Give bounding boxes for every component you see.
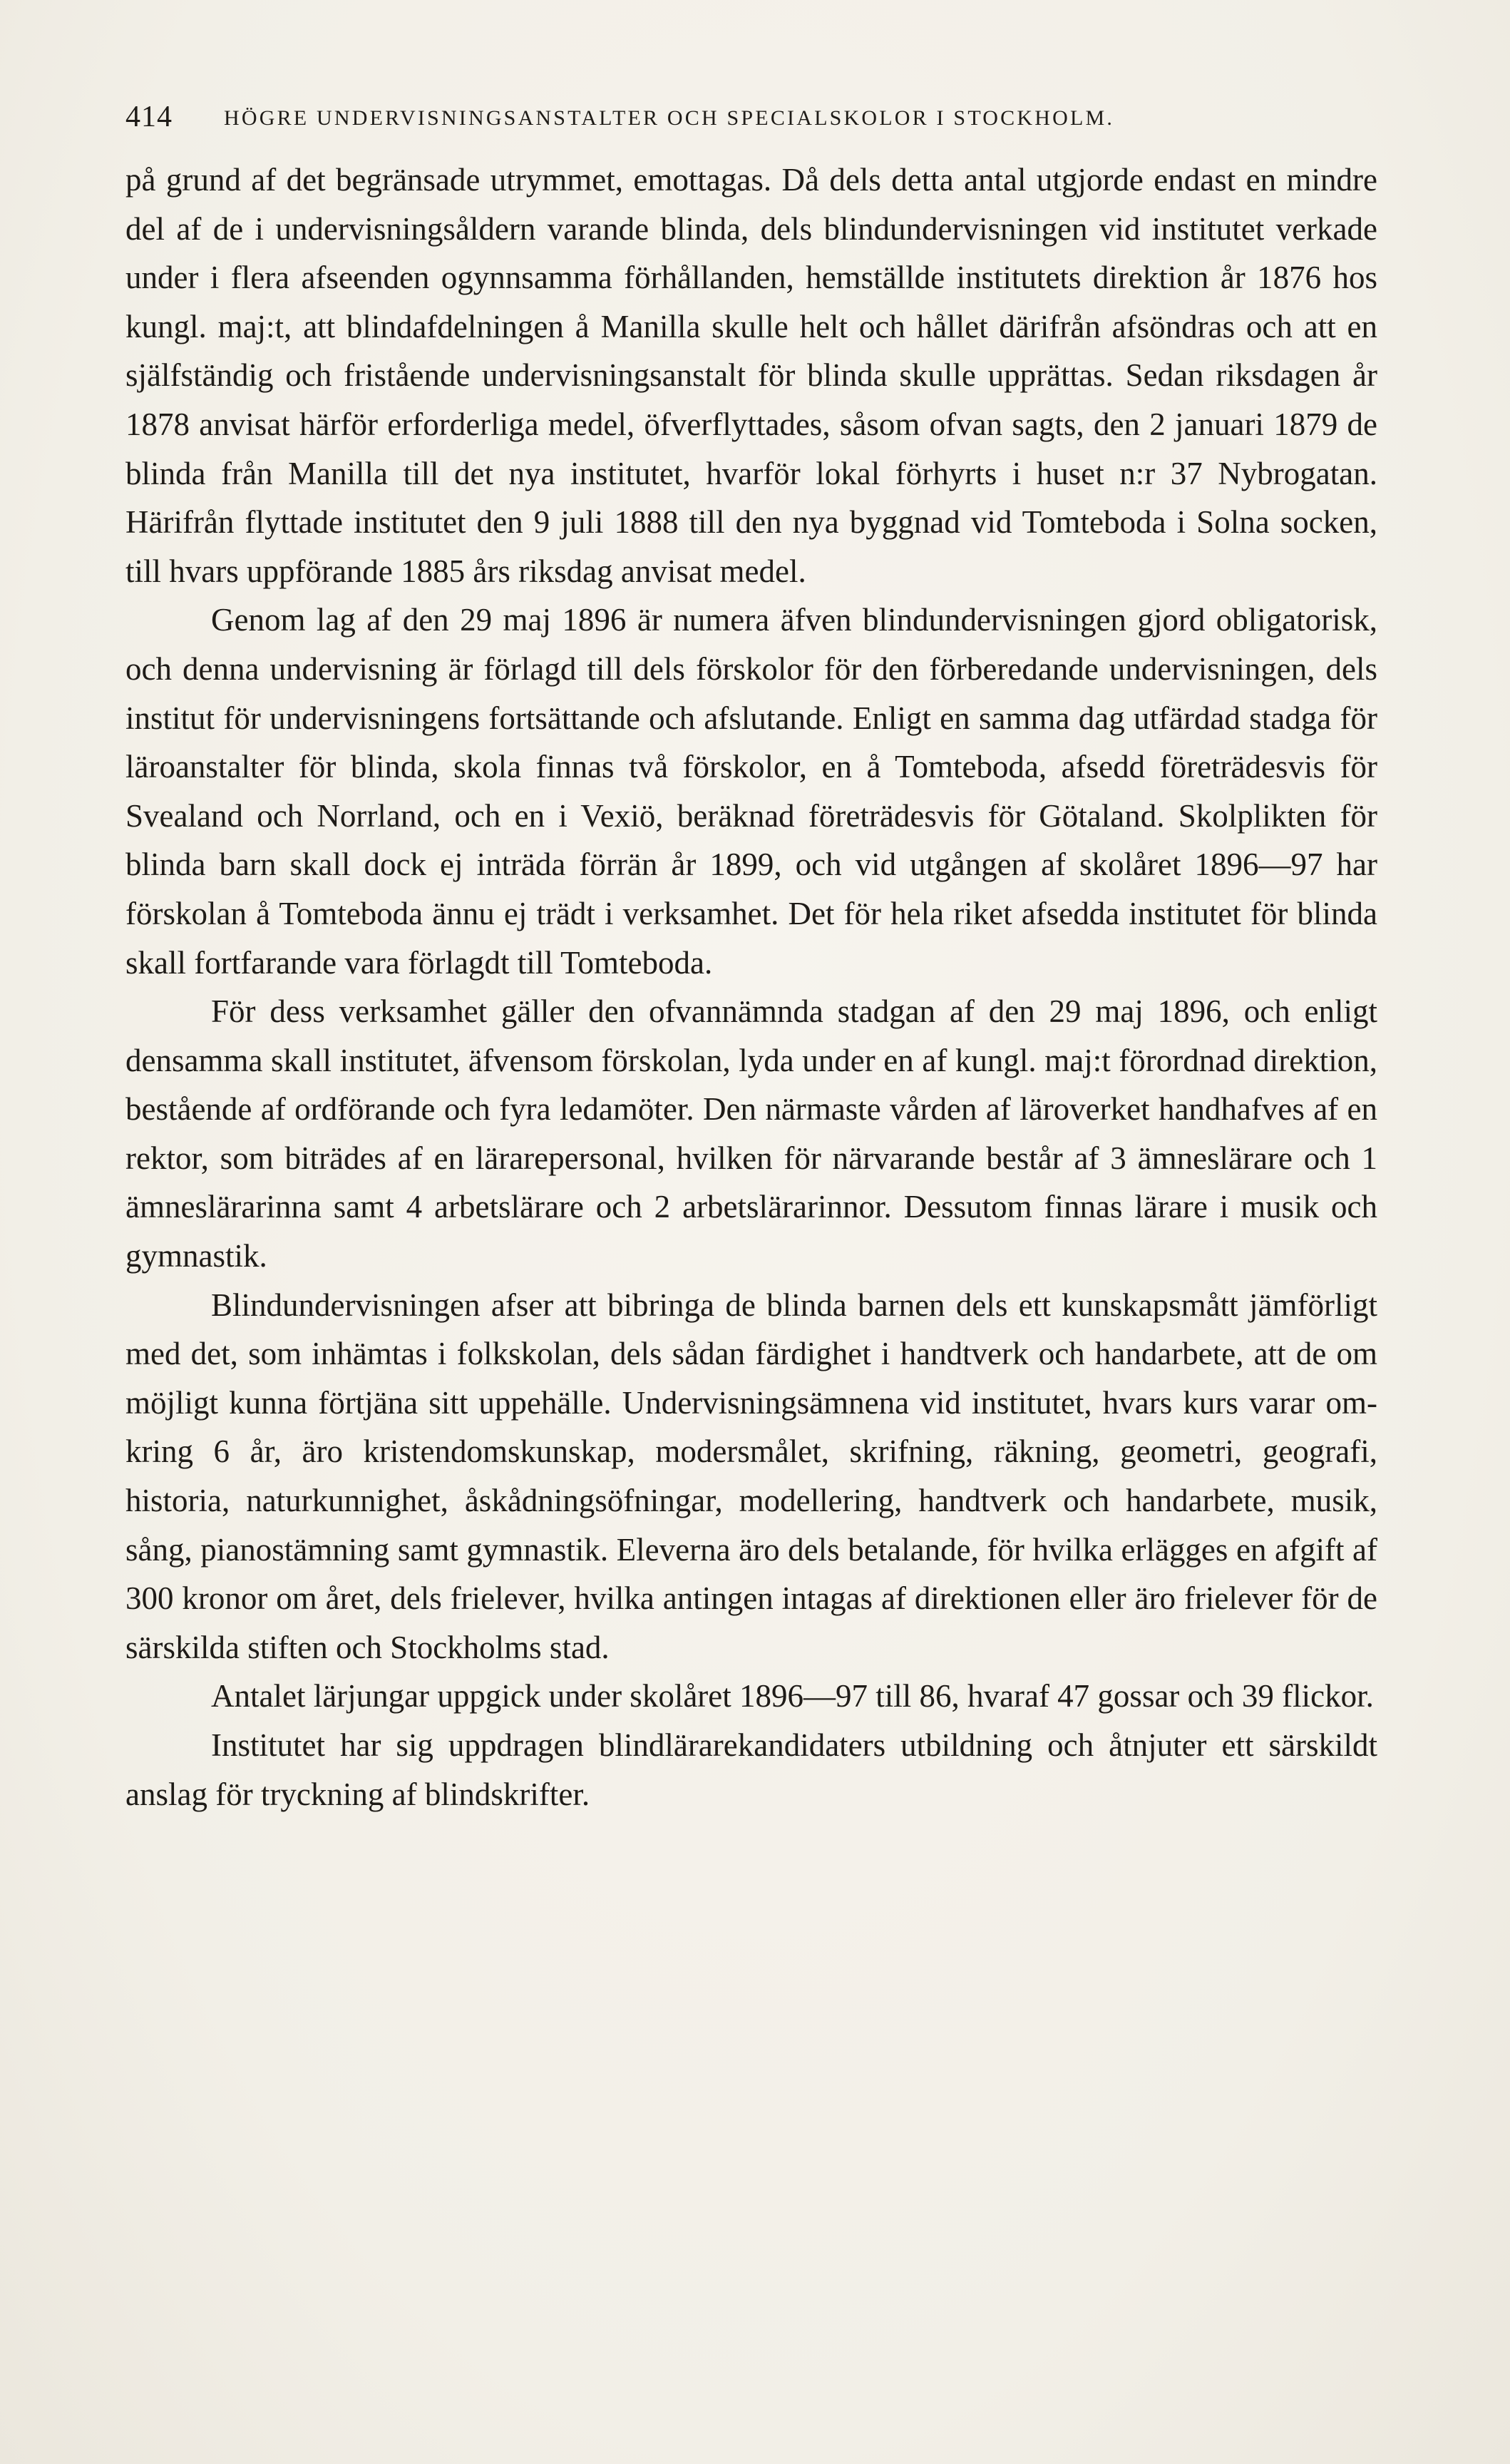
body-text — [125, 155, 1377, 1819]
paragraph-pupil-count: Antalet lärjungar uppgick under skolåret 1896—97 till 86, hvaraf 47 gossar och 39 flickor. — [211, 1678, 1374, 1714]
paragraph-blind-institute-history: på grund af det begränsade utrymmet, emottagas. Då dels detta antal utgjorde endast en mindre del af de i undervisningsåldern varande blinda, dels blindundervisningen vid institutet verkade under i flera afseenden ogynnsamma förhållanden, hemställde institutets direktion år 1876 hos kungl. maj:t, att blindafdelningen å Manilla skulle helt och hållet därifrån afsöndras och att en själfständig och fristående undervisningsanstalt för blinda skulle upprättas. Sedan riksdagen år 1878 anvisat härför erforderliga medel, öfverflyttades, såsom ofvan sagts, den 2 januari 1879 de blinda från Manilla till det nya institutet, hvarför lokal förhyrts i huset n:r 37 Nybrogatan. Härifrån flyttade institutet den 9 juli 1888 till den nya byggnad vid Tomteboda i Solna socken, till hvars uppförande 1885 års riksdag anvisat medel. — [125, 162, 1377, 589]
paragraph-teacher-training: Institutet har sig uppdragen blindlärarekandidaters utbildning och åtnjuter ett särskildt anslag för tryckning af blindskrifter. — [125, 1727, 1377, 1812]
running-head — [125, 96, 1387, 138]
paragraph-administration: För dess verksamhet gäller den ofvannämnda stadgan af den 29 maj 1896, och enligt densamma skall institutet, äfvensom förskolan, lyda under en af kungl. maj:t förordnad direktion, bestående af ordförande och fyra ledamöter. Den närmaste vården af läroverket handhafves af en rektor, som biträdes af en lärarepersonal, hvilken för närvarande består af 3 ämneslärare och 1 ämneslärarinna samt 4 arbetslärare och 2 arbetslärarinnor. Dessutom finnas lärare i musik och gymnastik. — [125, 993, 1377, 1274]
paragraph-curriculum: Blindundervisningen afser att bibringa de blinda barnen dels ett kunskapsmått jämförligt med det, som inhämtas i folkskolan, dels sådan färdighet i handtverk och handarbete, att de om möjligt kunna förtjäna sitt uppehälle. Undervisningsämnena vid institutet, hvars kurs varar omkring 6 år, äro kristendomskunskap, modersmålet, skrifning, räkning, geometri, geografi, historia, naturkunnighet, åskådningsöfningar, modellering, handtverk och handarbete, musik, sång, pianostämning samt gymnastik. Eleverna äro dels betalande, för hvilka erlägges en afgift af 300 kronor om året, dels frielever, hvilka antingen intagas af direktionen eller äro frielever för de särskilda stiften och Stockholms stad. — [125, 1287, 1377, 1665]
page-number: 414 — [125, 101, 173, 133]
running-title: HÖGRE UNDERVISNINGSANSTALTER OCH SPECIALSKOLOR I STOCKHOLM. — [224, 106, 1115, 130]
paragraph-compulsory-education: Genom lag af den 29 maj 1896 är numera äfven blindundervisningen gjord obligatorisk, och denna undervisning är förlagd till dels förskolor för den förberedande undervisningen, dels institut för undervisningens fortsättande och afslutande. Enligt en samma dag utfärdad stadga för läroanstalter för blinda, skola finnas två förskolor, en å Tomteboda, afsedd företrädesvis för Svealand och Norrland, och en i Vexiö, beräknad företrädesvis för Götaland. Skolplikten för blinda barn skall dock ej inträda förrän år 1899, och vid utgången af skolåret 1896—97 har förskolan å Tomteboda ännu ej trädt i verksamhet. Det för hela riket afsedda institutet för blinda skall fortfarande vara förlagdt till Tomteboda. — [125, 602, 1377, 981]
